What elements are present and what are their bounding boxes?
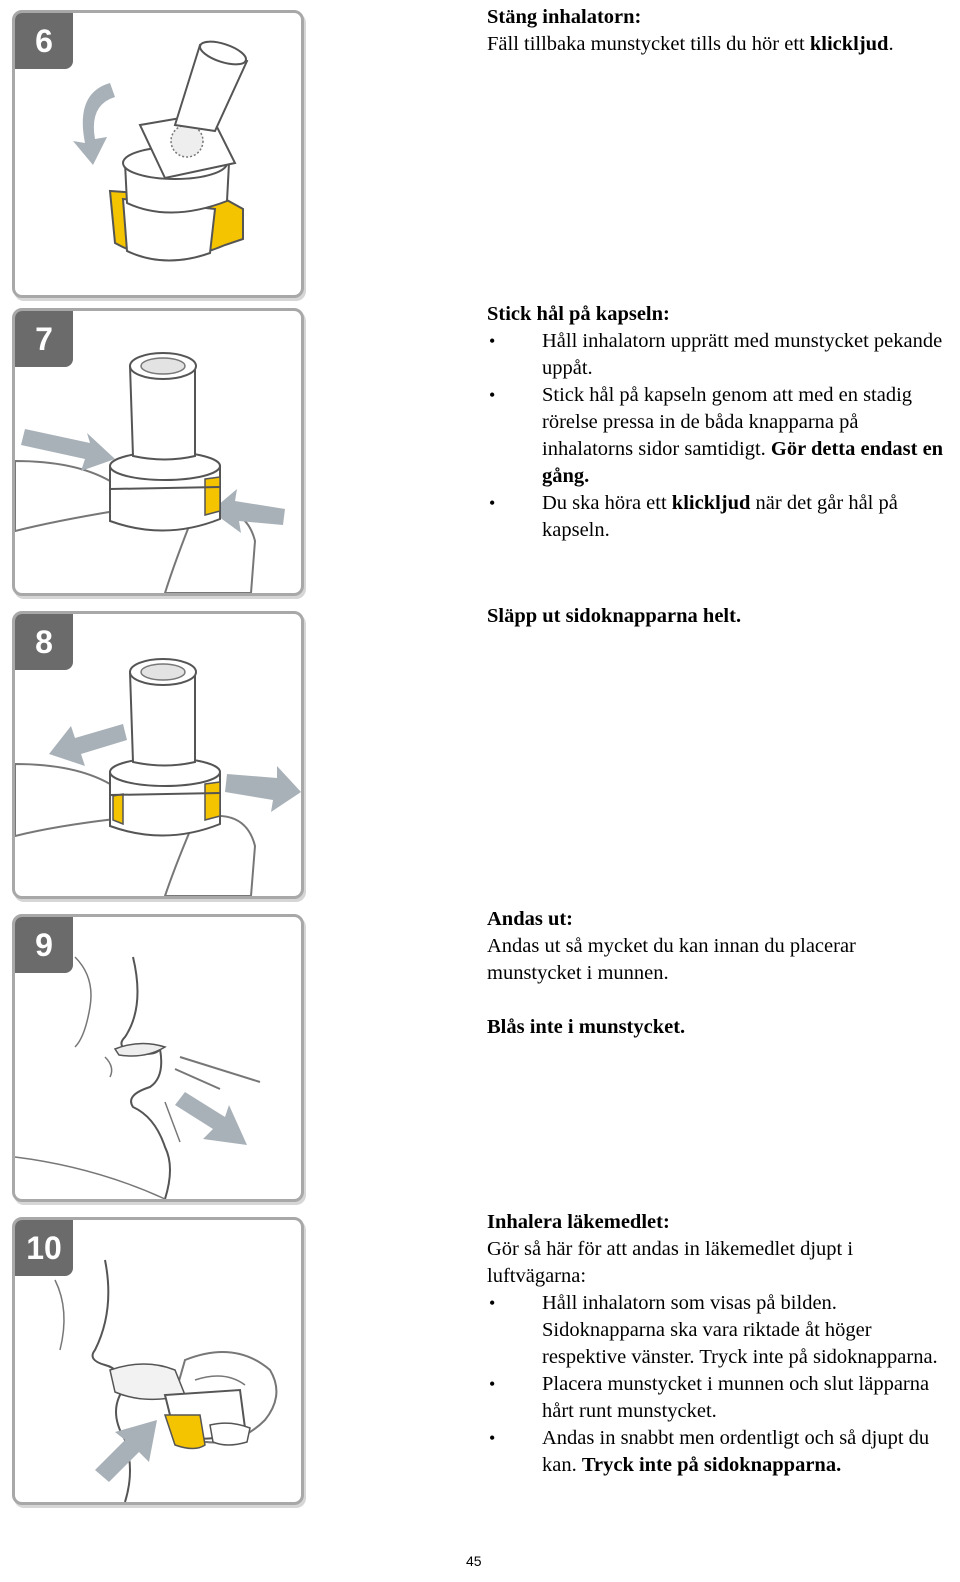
step-9-text bbox=[487, 906, 952, 1041]
step-heading: Inhalera läkemedlet: bbox=[487, 1211, 670, 1233]
step-10-illustration bbox=[12, 1217, 304, 1505]
bullet-list bbox=[487, 328, 952, 544]
step-instruction: Gör så här för att andas in läkemedlet djupt i luftvägarna: bbox=[487, 1238, 854, 1287]
step-number-badge: 9 bbox=[15, 917, 73, 973]
step-6-illustration bbox=[12, 10, 304, 298]
list-item: • Du ska höra ett klickljud när det går hål på kapseln. bbox=[487, 490, 952, 544]
list-item: • Stick hål på kapseln genom att med en stadig rörelse pressa in de båda knapparna på inhalatorns sidor samtidigt. Gör detta endast en gång. bbox=[487, 382, 952, 490]
step-6-text bbox=[487, 4, 952, 58]
step-heading: Stick hål på kapseln: bbox=[487, 303, 670, 325]
step-number-badge: 10 bbox=[15, 1220, 73, 1276]
step-9-illustration bbox=[12, 914, 304, 1202]
step-number-badge: 7 bbox=[15, 311, 73, 367]
step-8-illustration bbox=[12, 611, 304, 899]
step-10-text bbox=[487, 1209, 952, 1479]
step-heading: Andas ut: bbox=[487, 908, 574, 930]
step-warning: Blås inte i munstycket. bbox=[487, 1016, 686, 1038]
step-instruction: Andas ut så mycket du kan innan du placerar munstycket i munnen. bbox=[487, 935, 856, 984]
step-number-badge: 8 bbox=[15, 614, 73, 670]
list-item: • Håll inhalatorn upprätt med munstycket pekande uppåt. bbox=[487, 328, 952, 382]
step-7-text bbox=[487, 301, 952, 544]
step-heading: Släpp ut sidoknapparna helt. bbox=[487, 605, 742, 627]
page-number: 45 bbox=[466, 1553, 482, 1569]
step-8-text bbox=[487, 603, 952, 630]
list-item: • Placera munstycket i munnen och slut läpparna hårt runt munstycket. bbox=[487, 1371, 952, 1425]
step-7-illustration bbox=[12, 308, 304, 596]
bullet-list bbox=[487, 1290, 952, 1479]
step-heading: Stäng inhalatorn: bbox=[487, 6, 642, 28]
step-instruction: Fäll tillbaka munstycket tills du hör ett klickljud. bbox=[487, 33, 894, 55]
list-item: • Andas in snabbt men ordentligt och så djupt du kan. Tryck inte på sidoknapparna. bbox=[487, 1425, 952, 1479]
list-item: • Håll inhalatorn som visas på bilden. Sidoknapparna ska vara riktade åt höger respektive vänster. Tryck inte på sidoknapparna. bbox=[487, 1290, 952, 1371]
step-number-badge: 6 bbox=[15, 13, 73, 69]
